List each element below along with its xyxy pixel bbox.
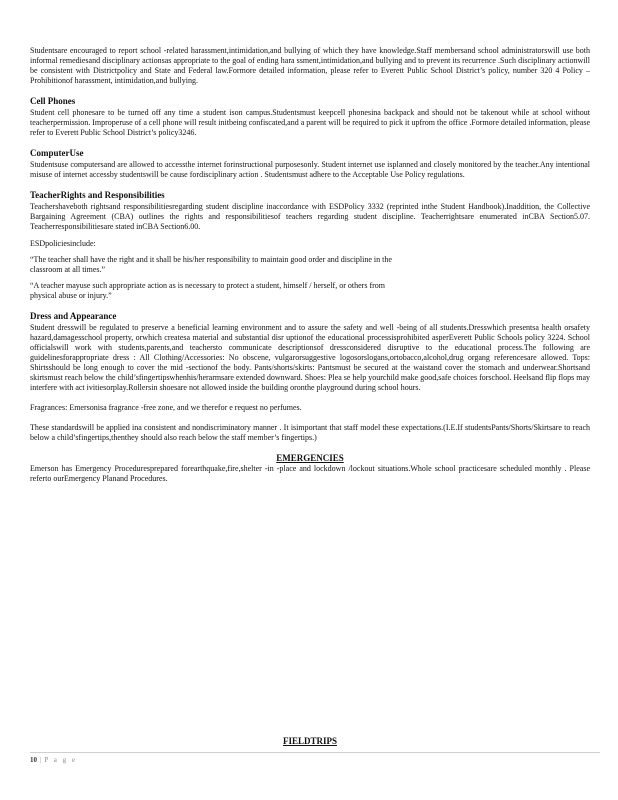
page-number: 10	[30, 756, 37, 764]
teacher-rights-section	[30, 190, 590, 301]
emergencies-section	[30, 453, 590, 484]
dress-paragraph: Student dresswill be regulated to preserve a beneficial learning environment and to assure the safety and well -being of all students.Dresswhich presentsa health orsafety hazard,damagesschool property, orwhich createsa material and substantial disr uptionof the educational processisprohibited asperEverett Public Schools policy 3224. School officialswill work with students,parents,and teachersto communicate descriptionsof dressconsidered disruptive to the educational process.The following are guidelinesforappropriate dress : All Clothing/Accessories: No obscene, vulgarorsuggestive logosorslogans,ortobacco,alcohol,drug organg referencesare allowed. Tops: Shirtsshould be long enough to cover the mid -sectionof the body. Pants/shorts/skirts: Pantsmust be secured at the waistand cover the stomach and underwear.Shortsand skirtsmust reach below the child’sfingertipswhenhis/herarmsare extended downward. Shoes: Plea se help yourchild make good,safe choices forschool. Heelsand flip flops may interfere with act ivitiesorplay.Rollersin shoesare not allowed inside the building oronthe playground during school hours.	[30, 323, 590, 392]
harassment-paragraph: Studentsare encouraged to report school -related harassment,intimidation,and bullying of which they have knowledge.Staff membersand school administratorswill use both informal remediesand disciplinary actionsas appropriate to the goal of ending hara ssment,intimidation,and bullying and to prevent its recurrence .Such disciplinary actionwill be consistent with Districtpolicy and State and Federal law.Formore detailed information, please refer to Everett Public School District’s policy, number 320 4 Policy – Prohibitionof harassment, intimidation,and bullying.	[30, 46, 590, 85]
policy-quote-order: “The teacher shall have the right and it shall be his/her responsibility to maintain good order and discipline in the classroom at all times.”	[30, 255, 392, 274]
teacher-rights-heading: TeacherRights and Responsibilities	[30, 190, 165, 200]
esd-policies-label: ESDpoliciesinclude:	[30, 239, 96, 248]
page-label: P a g e	[44, 756, 78, 764]
cell-phones-section	[30, 96, 590, 138]
fieldtrips-section	[30, 736, 590, 747]
dress-section	[30, 311, 590, 443]
policy-quote-protection: “A teacher mayuse such appropriate action as is necessary to protect a student, himself / herself, or others from physical abuse or injury.”	[30, 281, 385, 300]
computer-use-heading: ComputerUse	[30, 148, 84, 158]
emergencies-paragraph: Emerson has Emergency Proceduresprepared forearthquake,fire,shelter -in -place and lockdown /lockout situations.Whole school practicesare scheduled monthly . Please referto ourEmergency Planand Procedures.	[30, 464, 590, 483]
footer-separator: |	[40, 756, 42, 764]
page-footer	[30, 752, 600, 764]
harassment-section	[30, 46, 590, 86]
emergencies-heading: EMERGENCIES	[276, 453, 344, 463]
standards-paragraph: These standardswill be applied ina consistent and nondiscriminatory manner . It isimportant that staff model these expectations.(I.E.If studentsPants/Shorts/Skirtsare to reach below a child’sfingertips,thenthey should also reach below the staff member’s fingertips.)	[30, 423, 590, 442]
dress-heading: Dress and Appearance	[30, 311, 117, 321]
fragrances-paragraph: Fragrances: Emersonisa fragrance -free zone, and we therefor e request no perfumes.	[30, 403, 302, 412]
teacher-rights-paragraph: Teachershaveboth rightsand responsibilitiesregarding student discipline inaccordance with ESDPolicy 3332 (reprinted inthe Student Handbook).Inaddition, the Collective Bargaining Agreement (CBA) outlines the rights and responsibilitiesof teachers regarding student discipline. Teacherrightsare enumerated inCBA Section5.07. Teacherresponsibilitiesare stated inCBA Section6.00.	[30, 202, 590, 231]
computer-use-section	[30, 148, 590, 180]
document-page	[30, 46, 590, 746]
computer-use-paragraph: Studentsuse computersand are allowed to accessthe internet forinstructional purposesonly. Student internet use isplanned and closely monitored by the teacher.Any intentional misuse of internet accessby studentswill be cause fordisciplinary action . Studentsmust adhere to the Acceptable Use Policy regulations.	[30, 160, 590, 179]
fieldtrips-heading: FIELDTRIPS	[282, 736, 337, 746]
cell-phones-heading: Cell Phones	[30, 96, 76, 106]
cell-phones-paragraph: Student cell phonesare to be turned off any time a student ison campus.Studentsmust keepcell phonesina backpack and should not be takenout while at school without teacherpermission. Improperuse of a cell phone will result initbeing confiscated,and a parent will be required to pick it upfrom the office .Formore detailed information, please refer to Everett Public School District’s policy3246.	[30, 108, 590, 137]
